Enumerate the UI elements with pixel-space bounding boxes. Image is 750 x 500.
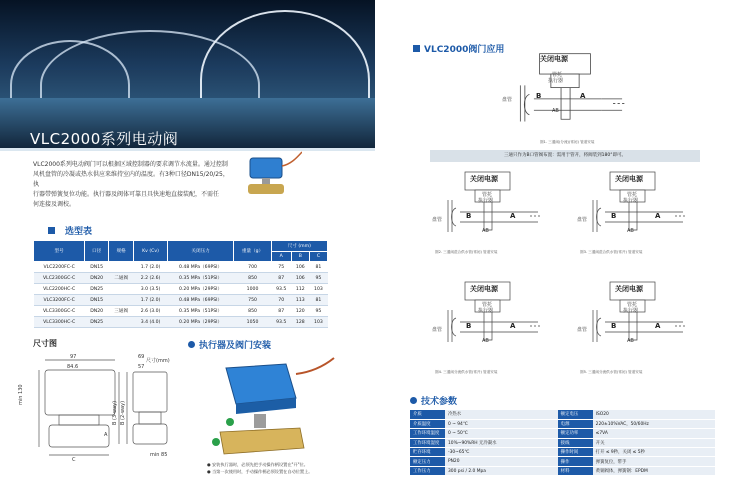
table-cell: 材料 — [558, 466, 593, 475]
table-cell — [109, 295, 134, 306]
table-cell: 冷热水 — [445, 410, 558, 419]
table-cell: 0.20 MPa（29PSI） — [167, 317, 234, 328]
table-cell: 106 — [291, 273, 309, 284]
valve-diagram-5 — [575, 280, 690, 350]
install-illustration — [200, 352, 340, 460]
table-row — [410, 438, 715, 447]
valve-diagram-2 — [430, 170, 545, 240]
brochure-spread: VLC2000系列电动阀 VLC2000系列电动阀门可以根据区域控制器的要求调节水流量。通过控制 风机盘管的冷凝或热水供应来维持室内的温度。有3种口径DN15/20/25，执 行器带弹簧复位功能。执行器及阀体可靠且具快速地直接装配，不需任 何连接及调校。 选型表 型号 口径 规格 Kv (Cv) 关闭压力 重量（g） 尺寸 (mm) A B C VLC2200FC-C DN15 1.7 (2.0) 0.48 MPa（69PSI） 700 75 106 81 VLC2300GC-C DN20 二通阀 2.2 (2.6) 0.35 MPa（51PSI） 850 87 106 95 VLC2200HC-C DN25 3.0 (3.5) 0.20 MPa（29PSI） 1000 93.5 112 103 VLC3200FC-C DN15 1.7 (2.0) 0.48 MPa（69PSI） 750 70 113 81 VLC3300GC-C DN20 三通阀 2.6 (3.0) 0.35 MPa（51PSI） 850 87 120 95 VLC3300HC-C DN25 3.4 (4.0) 0.20 MPa（29PSI） 1050 93.5 128 103 尺寸图 97 84.6 69 57 尺寸(mm) min 130 B (3-way) B (2-way) A C min 85 执行器及阀门安装 ● 安装执行器时，必须先把手动操作柄设置在"开"位。 ● 当第一次使用时，手动操作柄必须设置在自动位置上。 VLC2000阀门应用 关闭电源 管托 执行器 盘管 B A AB 图1. 三通阀(分流)(常闭) 管道安装 关闭电源 管托 执行器 盘管 B A AB 图2. 三通阀混合供水管(常闭) 管道安装 关闭电源 管托 执行器 盘管 B A AB 图3. 三通阀混合供水管(常开) 管道安装 关闭电源 管托 执行器 盘管 B A AB 图4. 三通阀分流供水管(常开) 管道安装 关闭电源 管托 执行器 盘管 B A AB 图5. 三通阀分流供水管(常闭) 管道安装 三通只作为B口管阀布置：需用于管开，将阀装到180°即可。 技术参数 介质 冷热水 额定电压 ISO20 介质温度 0 ~ 94℃ 电源 220±10%VAC，50/60Hz 工作环境温度 0 ~ 50℃ 额定功率 ≤7VA 工作环境湿度 10%~90%RH 无冷凝水 接线 开关 贮存环境 -30~65℃ 操作时间 打开 ≤ 9秒，关闭 ≤ 5秒 额定压力 PN20 操作 弹簧复位，带手 工作压力 300 psi / 2.0 Mpa 材料 黄铜阀体，弹簧钢：EPDM — [0, 0, 750, 500]
table-cell: 2.2 (2.6) — [134, 273, 167, 284]
table-row — [34, 262, 328, 273]
table-cell: 95 — [309, 273, 327, 284]
table-cell — [109, 317, 134, 328]
table-cell: 工作压力 — [410, 466, 445, 475]
table-cell: 0.20 MPa（29PSI） — [167, 284, 234, 295]
table-row — [410, 410, 715, 419]
table-cell: 操作时间 — [558, 448, 593, 457]
valve-diagram-3 — [575, 170, 690, 240]
table-cell: 220±10%VAC，50/60Hz — [593, 419, 715, 428]
table-cell: 75 — [271, 262, 291, 273]
table-cell: 95 — [309, 306, 327, 317]
port-a-label: A — [655, 212, 661, 220]
table-cell: 0.48 MPa（69PSI） — [167, 262, 234, 273]
table-cell: DN20 — [85, 306, 109, 317]
closed-power-label: 关闭电源 — [540, 55, 568, 63]
table-cell: 0.48 MPa（69PSI） — [167, 295, 234, 306]
table-cell: 81 — [309, 262, 327, 273]
port-a-label: A — [580, 92, 586, 100]
table-cell: 电源 — [558, 419, 593, 428]
coil-label: 盘管 — [502, 97, 513, 103]
table-cell: 打开 ≤ 9秒，关闭 ≤ 5秒 — [593, 448, 715, 457]
table-cell: 106 — [291, 262, 309, 273]
application-note: 三通只作为B口管阀布置：需用于管开，将阀装到180°即可。 — [430, 150, 700, 162]
coil-label: 盘管 — [577, 217, 588, 223]
table-cell: VLC2300GC-C — [34, 273, 85, 284]
product-photo — [232, 150, 302, 200]
table-cell: 87 — [271, 273, 291, 284]
table-cell: 三通阀 — [109, 306, 134, 317]
table-row — [410, 419, 715, 428]
table-cell: 1050 — [234, 317, 271, 328]
table-cell: DN15 — [85, 262, 109, 273]
tech-table — [410, 410, 715, 476]
table-cell: 0 ~ 50℃ — [445, 429, 558, 438]
table-cell: VLC2200FC-C — [34, 262, 85, 273]
table-cell: 黄铜阀体，弹簧钢：EPDM — [593, 466, 715, 475]
valve-diagram-1 — [500, 50, 630, 132]
diagram-caption: 图5. 三通阀分流供水管(常闭) 管道安装 — [580, 370, 643, 374]
coil-label: 盘管 — [432, 217, 443, 223]
table-cell: VLC2200HC-C — [34, 284, 85, 295]
stem-label: 管托 — [552, 72, 563, 78]
table-row — [34, 306, 328, 317]
selection-table: 型号 口径 规格 Kv (Cv) 关闭压力 重量（g） 尺寸 (mm) A B C VLC2200FC-C DN15 1.7 (2.0) 0.48 MPa（69PSI） 700 75 106 81 VLC2300GC-C DN20 二通阀 2.2 (2.6) 0.35 MPa（51PSI） 850 87 106 95 VLC2200HC-C DN25 3.0 (3.5) 0.20 MPa（29PSI） 1000 93.5 112 103 VLC3200FC-C DN15 1.7 (2.0) 0.48 MPa（69PSI） 750 70 113 81 VLC3300GC-C DN20 三通阀 2.6 (3.0) 0.35 MPa（51PSI） 850 87 120 95 VLC3300HC-C DN25 3.4 (4.0) 0.20 MPa（29PSI） 1050 93.5 128 103 — [33, 240, 328, 328]
closed-power-label: 关闭电源 — [615, 285, 643, 293]
stem-label: 管托 — [627, 302, 638, 308]
table-cell: 2.6 (3.0) — [134, 306, 167, 317]
diagram-caption: 图2. 三通阀混合供水管(常闭) 管道安装 — [435, 250, 498, 254]
actuator-label: 执行器 — [623, 198, 639, 204]
port-a-label: A — [655, 322, 661, 330]
table-cell: 10%~90%RH 无冷凝水 — [445, 438, 558, 447]
page-title: VLC2000系列电动阀 — [30, 130, 179, 148]
port-ab-label: AB — [482, 228, 489, 234]
closed-power-label: 关闭电源 — [615, 175, 643, 183]
table-cell: 1000 — [234, 284, 271, 295]
table-cell: 额定电压 — [558, 410, 593, 419]
port-ab-label: AB — [552, 108, 559, 114]
table-cell: 3.0 (3.5) — [134, 284, 167, 295]
table-cell: 接线 — [558, 438, 593, 447]
table-row — [410, 429, 715, 438]
table-cell: 开关 — [593, 438, 715, 447]
table-row — [34, 273, 328, 284]
table-cell: 112 — [291, 284, 309, 295]
table-cell: 3.4 (4.0) — [134, 317, 167, 328]
table-row — [410, 457, 715, 466]
hero-photo — [0, 0, 375, 148]
table-cell: DN20 — [85, 273, 109, 284]
table-cell: 操作 — [558, 457, 593, 466]
table-cell: 0 ~ 94℃ — [445, 419, 558, 428]
table-row — [410, 466, 715, 475]
table-cell: VLC3200FC-C — [34, 295, 85, 306]
actuator-label: 执行器 — [623, 308, 639, 314]
stem-label: 管托 — [482, 192, 493, 198]
stem-label: 管托 — [627, 192, 638, 198]
table-cell: 81 — [309, 295, 327, 306]
table-cell: VLC3300GC-C — [34, 306, 85, 317]
port-b-label: B — [611, 212, 617, 220]
table-cell: 103 — [309, 317, 327, 328]
closed-power-label: 关闭电源 — [470, 175, 498, 183]
table-cell: 二通阀 — [109, 273, 134, 284]
valve-diagram-4 — [430, 280, 545, 350]
table-cell: 120 — [291, 306, 309, 317]
table-cell: 工作环境湿度 — [410, 438, 445, 447]
table-cell: 850 — [234, 306, 271, 317]
diagram-caption: 图1. 三通阀(分流)(常闭) 管道安装 — [540, 140, 595, 144]
port-a-label: A — [510, 322, 516, 330]
table-cell: 128 — [291, 317, 309, 328]
actuator-label: 执行器 — [548, 78, 564, 84]
port-a-label: A — [510, 212, 516, 220]
table-cell: 103 — [309, 284, 327, 295]
port-b-label: B — [466, 212, 472, 220]
table-cell: 700 — [234, 262, 271, 273]
dims-heading: 尺寸图 — [33, 339, 57, 348]
table-cell: 1.7 (2.0) — [134, 262, 167, 273]
closed-power-label: 关闭电源 — [470, 285, 498, 293]
diagram-caption: 图3. 三通阀混合供水管(常开) 管道安装 — [580, 250, 643, 254]
table-cell: DN15 — [85, 295, 109, 306]
dimension-drawing — [25, 352, 185, 477]
table-cell: PN20 — [445, 457, 558, 466]
diagram-caption: 图4. 三通阀分流供水管(常开) 管道安装 — [435, 370, 498, 374]
tech-heading: 技术参数 — [410, 394, 457, 407]
port-b-label: B — [611, 322, 617, 330]
table-row — [34, 295, 328, 306]
app-heading: VLC2000阀门应用 — [413, 42, 504, 55]
table-cell: 300 psi / 2.0 Mpa — [445, 466, 558, 475]
table-cell: 介质温度 — [410, 419, 445, 428]
table-cell: 93.5 — [271, 317, 291, 328]
intro-text: VLC2000系列电动阀门可以根据区域控制器的要求调节水流量。通过控制 风机盘管的冷凝或热水供应来维持室内的温度。有3种口径DN15/20/25，执 行器带弹簧复位功能。执行器及阀体可靠且具快速地直接装配，不需任 何连接及调校。 — [33, 161, 229, 208]
table-cell: DN25 — [85, 317, 109, 328]
table-cell: ISO20 — [593, 410, 715, 419]
coil-label: 盘管 — [432, 327, 443, 333]
table-cell: 0.35 MPa（51PSI） — [167, 273, 234, 284]
actuator-label: 执行器 — [478, 308, 494, 314]
table-cell: 113 — [291, 295, 309, 306]
table-cell: 850 — [234, 273, 271, 284]
table-cell: -30~65℃ — [445, 448, 558, 457]
port-b-label: B — [536, 92, 542, 100]
table-cell: 额定压力 — [410, 457, 445, 466]
table-cell: 87 — [271, 306, 291, 317]
table-cell: 70 — [271, 295, 291, 306]
table-cell: 贮存环境 — [410, 448, 445, 457]
selection-heading: 选型表 — [48, 224, 92, 237]
actuator-label: 执行器 — [478, 198, 494, 204]
coil-label: 盘管 — [577, 327, 588, 333]
install-notes: ● 安装执行器时，必须先把手动操作柄设置在"开"位。 ● 当第一次使用时，手动操作柄必须设置在自动位置上。 — [207, 462, 313, 474]
table-cell: VLC3300HC-C — [34, 317, 85, 328]
table-cell: 工作环境温度 — [410, 429, 445, 438]
table-cell: 弹簧复位，带手 — [593, 457, 715, 466]
table-cell: 0.35 MPa（51PSI） — [167, 306, 234, 317]
table-row — [410, 448, 715, 457]
table-cell — [109, 284, 134, 295]
table-cell — [109, 262, 134, 273]
stem-label: 管托 — [482, 302, 493, 308]
port-b-label: B — [466, 322, 472, 330]
table-cell: 93.5 — [271, 284, 291, 295]
table-cell: 介质 — [410, 410, 445, 419]
port-ab-label: AB — [627, 338, 634, 344]
table-row — [34, 317, 328, 328]
install-heading: 执行器及阀门安装 — [188, 338, 271, 351]
table-row — [34, 284, 328, 295]
table-cell: DN25 — [85, 284, 109, 295]
table-cell: 额定功率 — [558, 429, 593, 438]
port-ab-label: AB — [627, 228, 634, 234]
port-ab-label: AB — [482, 338, 489, 344]
table-cell: 750 — [234, 295, 271, 306]
table-cell: 1.7 (2.0) — [134, 295, 167, 306]
table-cell: ≤7VA — [593, 429, 715, 438]
